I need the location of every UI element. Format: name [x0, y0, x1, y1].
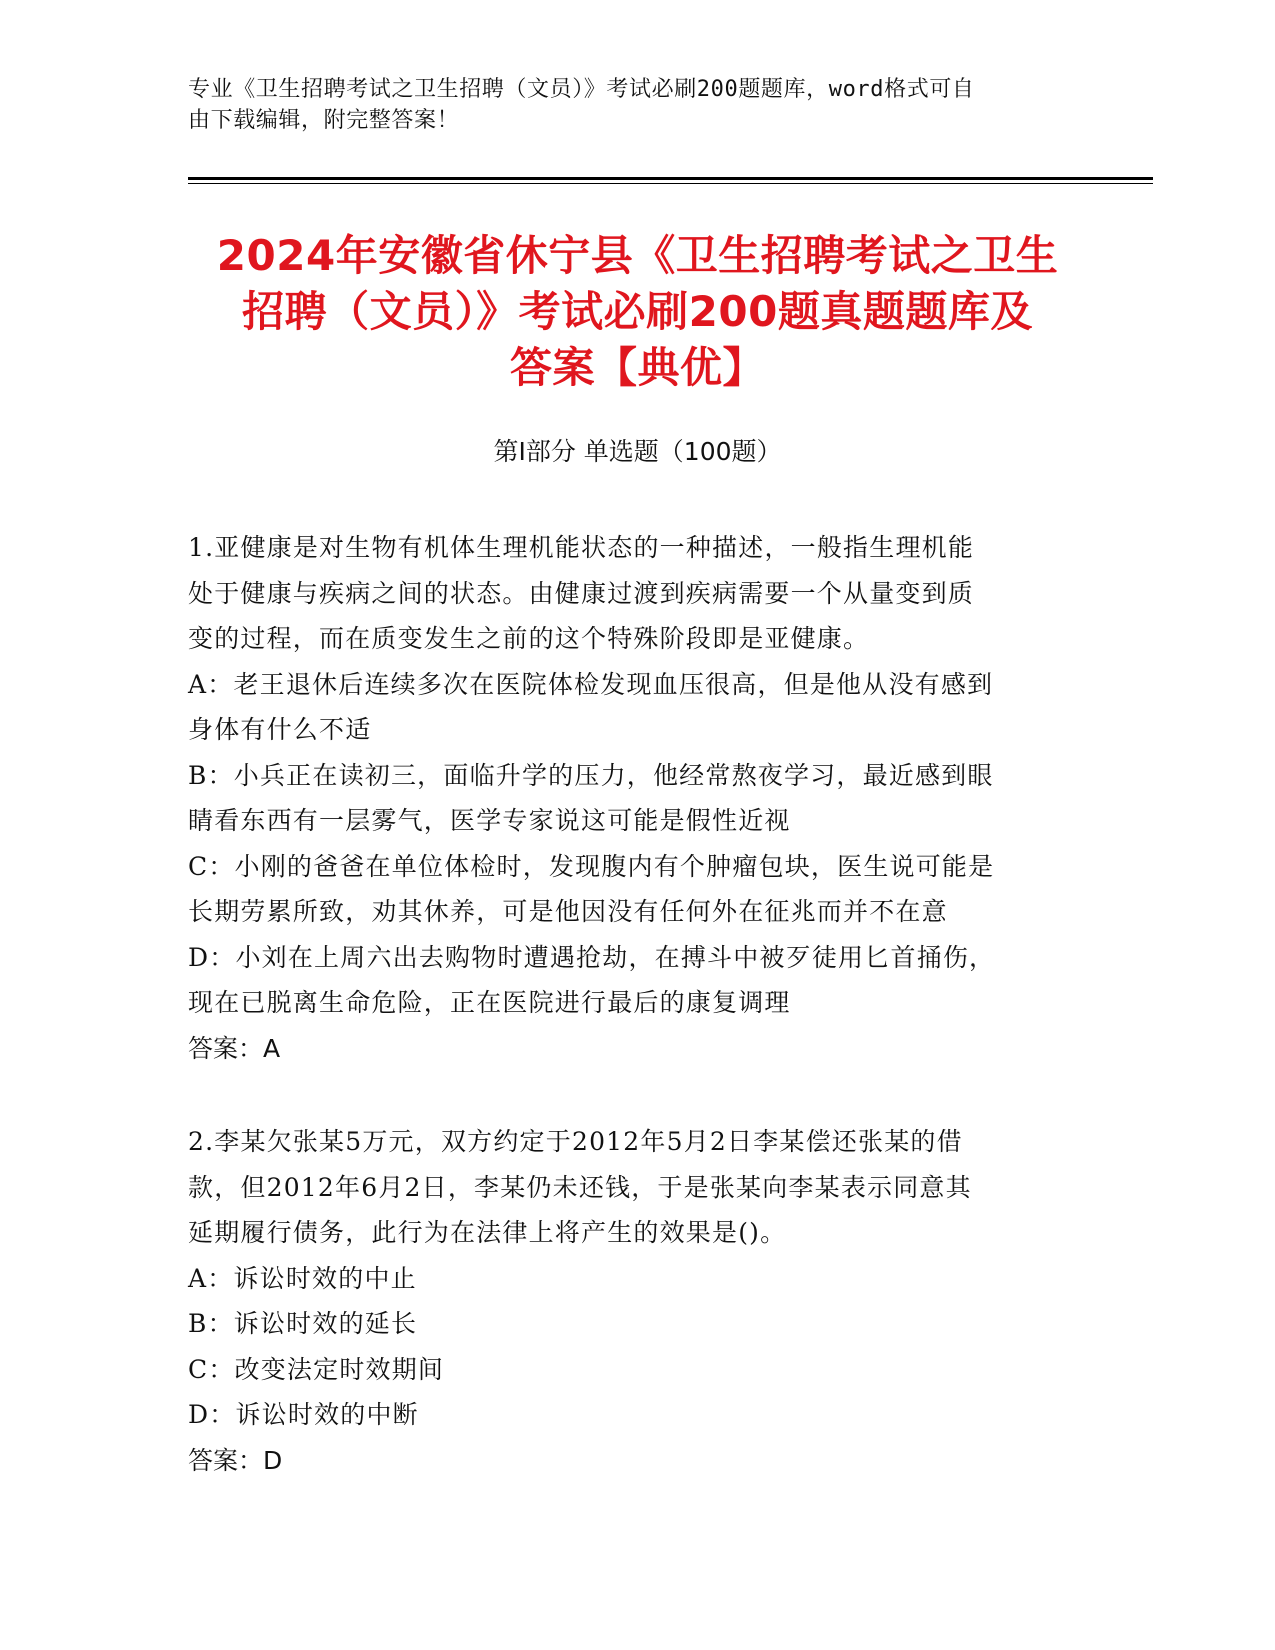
option-b-line: B：诉讼时效的延长 [188, 1309, 418, 1338]
header-note [188, 74, 1068, 136]
option-b-line: 睛看东西有一层雾气，医学专家说这可能是假性近视 [188, 806, 791, 835]
option-a-line: 身体有什么不适 [188, 715, 372, 744]
option-c-line: C：小刚的爸爸在单位体检时，发现腹内有个肿瘤包块，医生说可能是 [188, 851, 995, 881]
option-c-line: C：改变法定时效期间 [188, 1354, 445, 1384]
title-line: 2024年安徽省休宁县《卫生招聘考试之卫生 [216, 231, 1059, 280]
header-note-line: 由下载编辑，附完整答案！ [188, 108, 460, 133]
option-d-line: D：小刘在上周六出去购物时遭遇抢劫，在搏斗中被歹徒用匕首捅伤， [188, 942, 996, 972]
question-text-line: 2.李某欠张某5万元，双方约定于2012年5月2日李某偿还张某的借 [188, 1127, 963, 1156]
option-a-line: A：老王退休后连续多次在医院体检发现血压很高，但是他从没有感到 [188, 669, 994, 699]
option-a-line: A：诉讼时效的中止 [188, 1263, 417, 1293]
question-text-line: 1.亚健康是对生物有机体生理机能状态的一种描述，一般指生理机能 [188, 533, 975, 562]
question-text-line: 款，但2012年6月2日，李某仍未还钱，于是张某向李某表示同意其 [188, 1172, 972, 1202]
question-text-line: 处于健康与疾病之间的状态。由健康过渡到疾病需要一个从量变到质 [188, 578, 975, 608]
question-text-line: 延期履行债务，此行为在法律上将产生的效果是()。 [188, 1218, 787, 1247]
section-heading: 第I部分 单选题（100题） [493, 437, 782, 466]
answer-text: 答案：A [188, 1033, 281, 1063]
option-b-line: B：小兵正在读初三，面临升学的压力，他经常熬夜学习，最近感到眼 [188, 760, 994, 790]
question-item [188, 1119, 1068, 1483]
title-line: 答案【典优】 [509, 343, 765, 392]
document-title [180, 228, 1095, 396]
answer-text: 答案：D [188, 1445, 283, 1475]
option-c-line: 长期劳累所致，劝其休养，可是他因没有任何外在征兆而并不在意 [188, 897, 948, 926]
title-line: 招聘（文员）》考试必刷200题真题题库及 [242, 287, 1033, 336]
option-d-line: D：诉讼时效的中断 [188, 1400, 419, 1429]
question-list [188, 525, 1068, 1483]
header-divider-thin [188, 183, 1153, 184]
question-item [188, 525, 1068, 1071]
option-d-line: 现在已脱离生命危险，正在医院进行最后的康复调理 [188, 988, 791, 1017]
header-note-line: 专业《卫生招聘考试之卫生招聘（文员）》考试必刷200题题库，word格式可自 [188, 77, 975, 102]
question-text-line: 变的过程，而在质变发生之前的这个特殊阶段即是亚健康。 [188, 624, 870, 653]
header-divider-thick [188, 177, 1153, 180]
